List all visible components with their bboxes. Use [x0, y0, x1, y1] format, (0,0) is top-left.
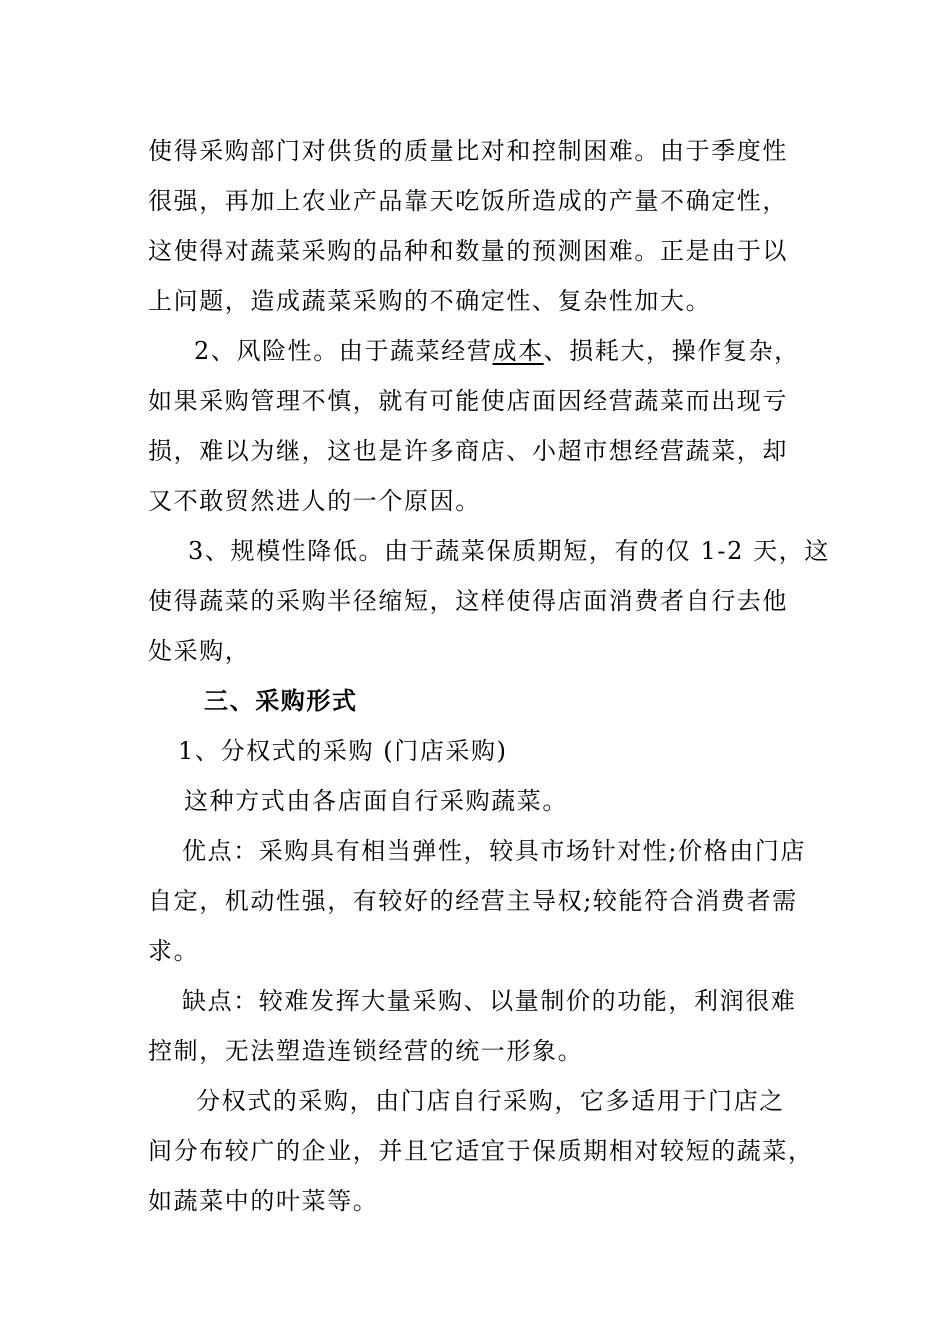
risk-text-before: 2、风险性。由于蔬菜经营	[194, 337, 493, 365]
risk-text-after: 、损耗大，操作复杂，	[543, 337, 800, 365]
advantages-line: 自定，机动性强，有较好的经营主导权;较能符合消费者需	[148, 887, 798, 915]
text-line: 3、规模性降低。由于蔬菜保质期短，有的仅 1-2 天，这	[188, 537, 830, 565]
text-line: 很强，再加上农业产品靠天吃饭所造成的产量不确定性，	[148, 187, 788, 215]
cost-link[interactable]: 成本	[492, 337, 544, 365]
advantages-line: 优点：采购具有相当弹性，较具市场针对性;价格由门店	[182, 837, 807, 865]
text-line: 使得蔬菜的采购半径缩短，这样使得店面消费者自行去他	[148, 587, 788, 615]
text-line: 如果采购管理不慎，就有可能使店面因经营蔬菜而出现亏	[148, 387, 788, 415]
advantages-line: 求。	[148, 937, 200, 965]
intro-line: 这种方式由各店面自行采购蔬菜。	[184, 787, 568, 815]
text-line: 损，难以为继，这也是许多商店、小超市想经营蔬菜，却	[148, 437, 788, 465]
text-line: 这使得对蔬菜采购的品种和数量的预测困难。正是由于以	[148, 237, 788, 265]
disadvantages-line: 控制，无法塑造连锁经营的统一形象。	[148, 1037, 584, 1065]
summary-line: 分权式的采购，由门店自行采购，它多适用于门店之	[196, 1087, 785, 1115]
text-line: 处采购，	[148, 637, 251, 665]
summary-line: 间分布较广的企业，并且它适宜于保质期相对较短的蔬菜，	[148, 1137, 814, 1165]
section-heading: 三、采购形式	[204, 686, 358, 715]
risk-paragraph-first-line	[194, 336, 800, 366]
text-line: 又不敢贸然进人的一个原因。	[148, 487, 481, 515]
disadvantages-line: 缺点：较难发挥大量采购、以量制价的功能，利润很难	[182, 987, 797, 1015]
text-line: 使得采购部门对供货的质量比对和控制困难。由于季度性	[148, 137, 788, 165]
text-line: 上问题，造成蔬菜采购的不确定性、复杂性加大。	[148, 287, 712, 315]
summary-line: 如蔬菜中的叶菜等。	[148, 1187, 379, 1215]
sub-heading: 1、分权式的采购 (门店采购)	[178, 737, 508, 765]
